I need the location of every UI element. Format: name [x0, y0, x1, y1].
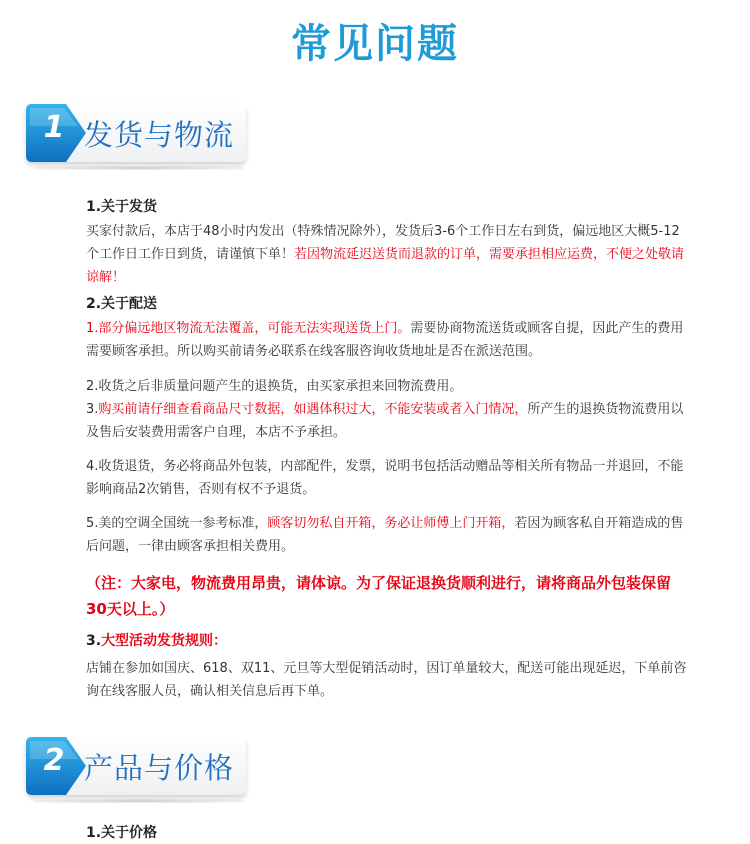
section-number: 1: [43, 110, 65, 145]
banner-shadow: [34, 166, 244, 170]
section-banner-pricing: [26, 733, 248, 803]
delivery-item-3: [86, 398, 690, 444]
heading-delivery: 2.关于配送: [86, 296, 158, 312]
delivery-item-5-text: 5.美的空调全国统一参考标准，: [86, 516, 268, 531]
shipping-text: 买家付款后，本店于48小时内发出（特殊情况除外），发货后3-6个工作日左右到货，偏远地区大概5-12个工作日工作日到货，请谨慎下单！: [86, 224, 680, 262]
delivery-item-5-warning: 顾客切勿私自开箱，务必让师傅上门开箱，: [267, 516, 515, 531]
heading-promotion-label: 大型活动发货规则：: [101, 633, 228, 649]
heading-pricing: 1.关于价格: [86, 825, 158, 841]
page-title: 常见问题: [291, 21, 459, 67]
delivery-item-1-text: 需要协商物流送货或顾客自提，因此产生的费用需要顾客承担。所以购买前请务必联系在线客服咨询收货地址是否在派送范围。: [86, 321, 684, 359]
heading-shipping: 1.关于发货: [86, 199, 158, 215]
paragraph-promotion: 店铺在参加如国庆、618、双11、元旦等大型促销活动时，因订单量较大，配送可能出现延迟，下单前咨询在线客服人员，确认相关信息后再下单。: [86, 661, 687, 699]
delivery-item-2: 2.收货之后非质量问题产生的退换货，由买家承担来回物流费用。: [86, 379, 463, 394]
paragraph-shipping: [86, 220, 690, 289]
delivery-item-5-text-end: 若因为顾客私自开箱造成的售后问题，一律由顾客承担相关费用。: [86, 516, 684, 554]
heading-promotion: [86, 630, 690, 653]
section-title: 产品与价格: [84, 751, 235, 785]
banner-shadow: [34, 799, 244, 803]
pricing-content: [86, 822, 690, 844]
shipping-warning: 若因物流延迟送货而退款的订单，需要承担相应运费，不便之处敬请谅解！: [86, 247, 685, 285]
section-title: 发货与物流: [84, 118, 235, 152]
delivery-item-3-text: 所产生的退换货物流费用以及售后安装费用需客户自理，本店不予承担。: [86, 402, 684, 440]
delivery-item-5: [86, 512, 690, 558]
delivery-item-3-warning: 购买前请仔细查看商品尺寸数据，如遇体积过大，不能安装或者入门情况，: [98, 402, 528, 417]
delivery-item-1-warning: 部分偏远地区物流无法覆盖，可能无法实现送货上门。: [98, 321, 411, 336]
packaging-note: （注：大家电，物流费用昂贵，请体谅。为了保证退换货顺利进行，请将商品外包装保留30天以上。）: [86, 574, 672, 618]
section-number: 2: [43, 743, 65, 778]
delivery-item-3-number: 3.: [86, 402, 99, 417]
heading-promotion-number: 3.: [86, 633, 102, 649]
shipping-content: [86, 196, 690, 703]
delivery-item-4: 4.收货退货，务必将商品外包装，内部配件，发票，说明书包括活动赠品等相关所有物品一并退回，不能影响商品2次销售，否则有权不予退货。: [86, 459, 684, 497]
delivery-item-1: [86, 317, 690, 363]
delivery-item-1-number: 1.: [86, 321, 99, 336]
section-banner-shipping: [26, 100, 248, 170]
